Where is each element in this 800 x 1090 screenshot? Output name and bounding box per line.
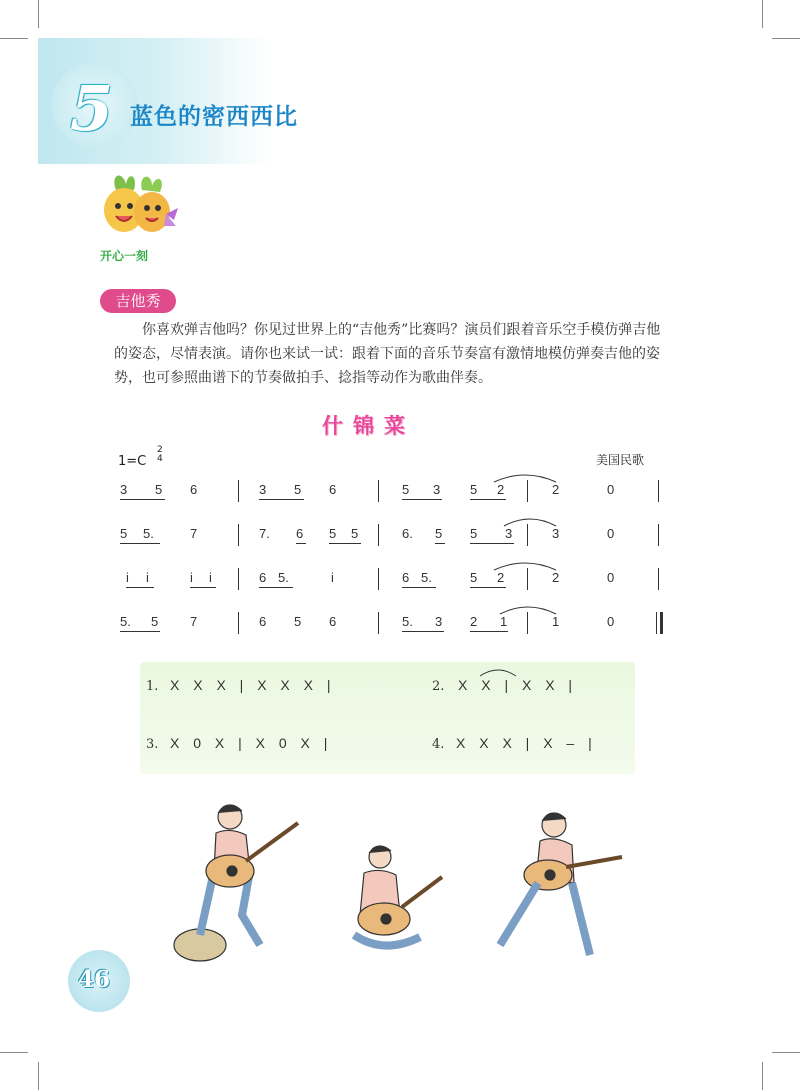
beam bbox=[259, 587, 293, 588]
note: 3 bbox=[120, 482, 128, 497]
barline bbox=[658, 524, 659, 546]
note: 3 bbox=[435, 614, 443, 629]
beam bbox=[470, 499, 506, 500]
note: 5 bbox=[402, 482, 410, 497]
tie-slur bbox=[490, 556, 560, 572]
note: 0 bbox=[607, 570, 615, 585]
rhythm-pattern: X X X | X X X | bbox=[170, 677, 331, 693]
note: 0 bbox=[607, 526, 615, 541]
barline bbox=[238, 612, 239, 634]
note: i bbox=[190, 570, 193, 585]
note: 3 bbox=[505, 526, 513, 541]
crop-mark bbox=[772, 38, 800, 39]
beam bbox=[435, 543, 445, 544]
tie-slur bbox=[476, 664, 520, 678]
note: 7. bbox=[259, 526, 270, 541]
note: 5 bbox=[470, 526, 478, 541]
barline bbox=[238, 568, 239, 590]
note: 5 bbox=[294, 614, 302, 629]
barline bbox=[238, 480, 239, 502]
song-origin: 美国民歌 bbox=[596, 453, 645, 467]
beam bbox=[296, 543, 306, 544]
beam bbox=[470, 543, 514, 544]
beam bbox=[329, 543, 361, 544]
note: 6 bbox=[190, 482, 198, 497]
beam bbox=[402, 631, 444, 632]
radish-mascot-icon bbox=[96, 168, 182, 248]
beam bbox=[120, 543, 160, 544]
rhythm-number: 4. bbox=[432, 737, 445, 752]
chapter-title: 蓝色的密西西比 bbox=[130, 104, 298, 130]
note: i bbox=[209, 570, 212, 585]
time-signature bbox=[157, 446, 163, 464]
note: 3 bbox=[259, 482, 267, 497]
note: i bbox=[331, 570, 334, 585]
time-signature-top: 2 bbox=[157, 445, 163, 455]
note: i bbox=[126, 570, 129, 585]
barline bbox=[658, 480, 659, 502]
note: 5 bbox=[435, 526, 443, 541]
note: 3 bbox=[433, 482, 441, 497]
note: 5 bbox=[155, 482, 163, 497]
rhythm-number: 1. bbox=[146, 679, 159, 694]
crop-mark bbox=[38, 0, 39, 28]
note: 6 bbox=[259, 614, 267, 629]
note: i bbox=[146, 570, 149, 585]
note: 5. bbox=[143, 526, 154, 541]
note: 3 bbox=[552, 526, 560, 541]
barline bbox=[378, 524, 379, 546]
final-barline bbox=[656, 612, 657, 634]
crop-mark bbox=[0, 1052, 28, 1053]
crop-mark bbox=[0, 38, 28, 39]
note: 7 bbox=[190, 614, 198, 629]
intro-paragraph bbox=[114, 318, 674, 390]
note: 6 bbox=[259, 570, 267, 585]
note: 1 bbox=[552, 614, 560, 629]
beam bbox=[126, 587, 154, 588]
tie-slur bbox=[490, 468, 560, 484]
crop-mark bbox=[762, 1062, 763, 1090]
beam bbox=[190, 587, 216, 588]
crop-mark bbox=[772, 1052, 800, 1053]
note: 6 bbox=[329, 482, 337, 497]
note: 2 bbox=[497, 570, 505, 585]
rhythm-number: 3. bbox=[146, 737, 159, 752]
note: 6. bbox=[402, 526, 413, 541]
page-number: 46 bbox=[78, 966, 111, 993]
note: 1 bbox=[500, 614, 508, 629]
beam bbox=[470, 587, 506, 588]
note: 7 bbox=[190, 526, 198, 541]
intro-text: 你喜欢弹吉他吗？你见过世界上的“吉他秀”比赛吗？演员们跟着音乐空手模仿弹吉他的姿态，尽情表演。请你也来试一试：跟着下面的音乐节奏富有激情地模仿弹奏吉他的姿势，也可参照曲谱下的节奏做拍手、捻指等动作为歌曲伴奏。 bbox=[114, 322, 661, 386]
note: 0 bbox=[607, 614, 615, 629]
note: 5 bbox=[470, 482, 478, 497]
guitar-players-illustration bbox=[170, 795, 640, 975]
note: 5 bbox=[151, 614, 159, 629]
rhythm-pattern: X 0 X | X 0 X | bbox=[170, 735, 328, 751]
note: 5 bbox=[294, 482, 302, 497]
rhythm-pattern: X X X | X – | bbox=[456, 735, 592, 751]
note: 2 bbox=[497, 482, 505, 497]
beam bbox=[259, 499, 304, 500]
section-badge: 吉他秀 bbox=[100, 289, 176, 313]
note: 6 bbox=[296, 526, 304, 541]
note: 5. bbox=[421, 570, 432, 585]
tie-slur bbox=[500, 512, 560, 528]
crop-mark bbox=[762, 0, 763, 28]
note: 6 bbox=[329, 614, 337, 629]
chapter-number: 5 bbox=[70, 72, 114, 145]
note: 2 bbox=[470, 614, 478, 629]
crop-mark bbox=[38, 1062, 39, 1090]
rhythm-pattern: X X | X X | bbox=[458, 677, 573, 693]
beam bbox=[470, 631, 508, 632]
barline bbox=[378, 480, 379, 502]
note: 5. bbox=[278, 570, 289, 585]
note: 2 bbox=[552, 482, 560, 497]
beam bbox=[402, 587, 436, 588]
song-key: 1=C bbox=[118, 454, 147, 469]
note: 5 bbox=[351, 526, 359, 541]
beam bbox=[120, 499, 165, 500]
note: 5 bbox=[470, 570, 478, 585]
barline bbox=[238, 524, 239, 546]
note: 5 bbox=[120, 526, 128, 541]
time-signature-bottom: 4 bbox=[157, 454, 163, 464]
barline bbox=[378, 568, 379, 590]
beam bbox=[120, 631, 160, 632]
note: 5. bbox=[120, 614, 131, 629]
beam bbox=[402, 499, 442, 500]
tie-slur bbox=[496, 600, 560, 616]
note: 2 bbox=[552, 570, 560, 585]
note: 6 bbox=[402, 570, 410, 585]
note: 5 bbox=[329, 526, 337, 541]
barline bbox=[658, 568, 659, 590]
song-title: 什锦菜 bbox=[322, 414, 415, 438]
note: 5. bbox=[402, 614, 413, 629]
rhythm-number: 2. bbox=[432, 679, 445, 694]
note: 0 bbox=[607, 482, 615, 497]
final-barline-thick bbox=[660, 612, 663, 634]
barline bbox=[378, 612, 379, 634]
section-label: 开心一刻 bbox=[100, 249, 149, 263]
